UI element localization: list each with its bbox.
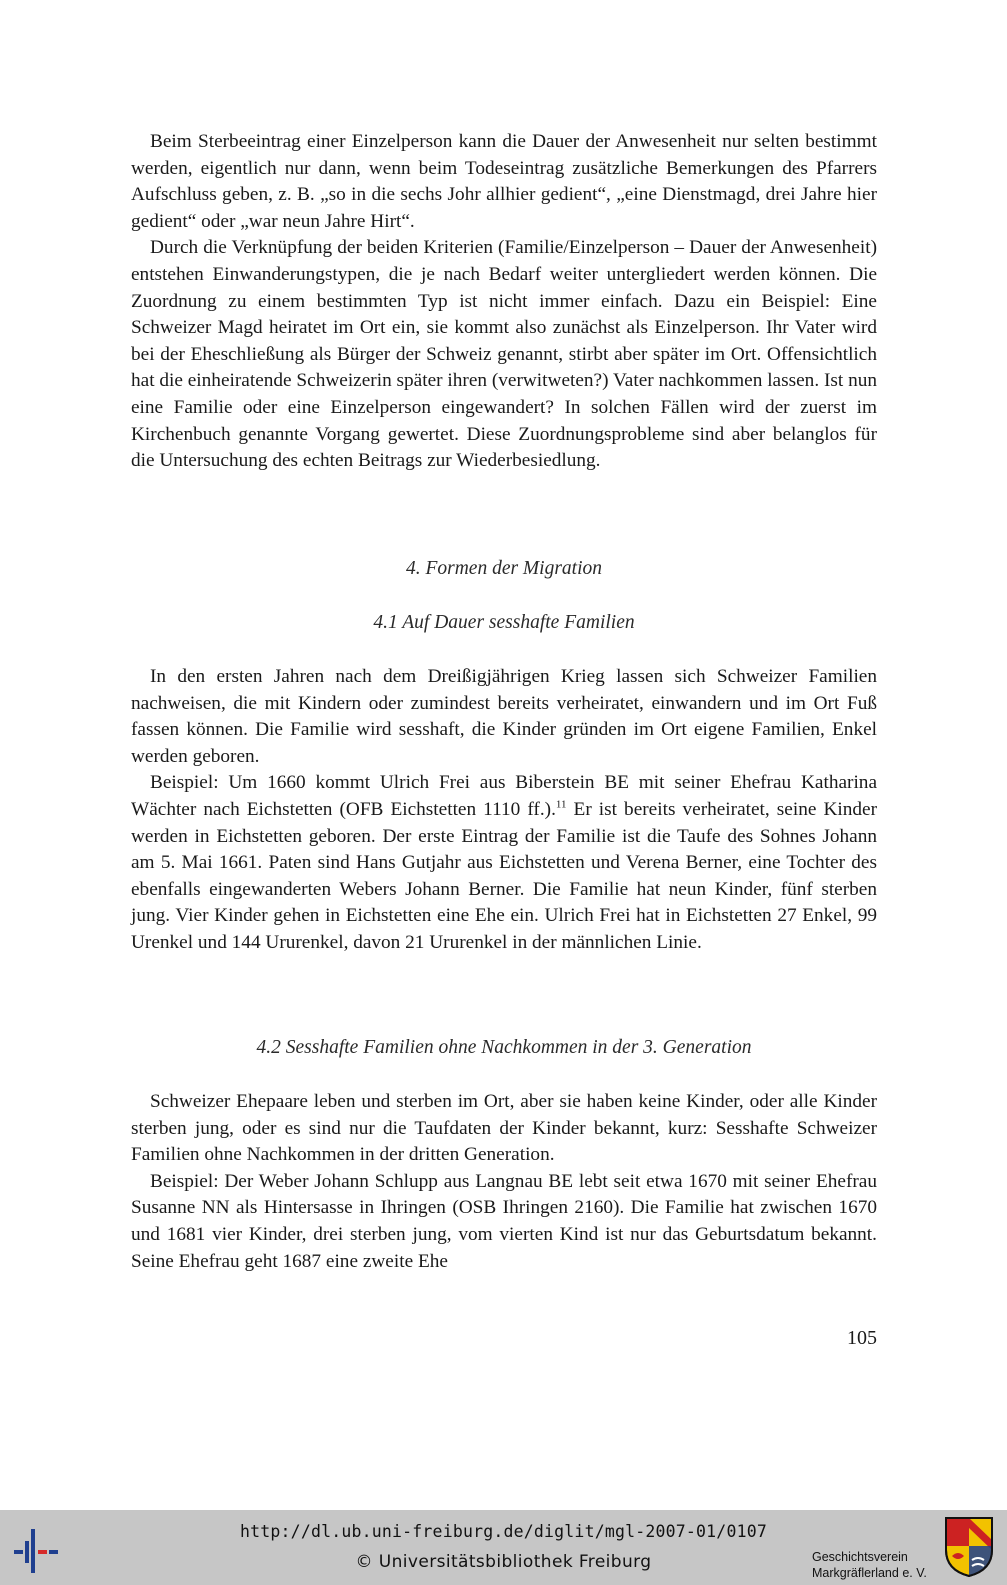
paragraph: Schweizer Ehepaare leben und sterben im Ort, aber sie haben keine Kinder, oder alle Kinder sterben jung, oder es sind nur die Taufdaten der Kinder bekannt, kurz: Sesshafte Schweizer Familien ohne Nachkommen in der dritten Generation.	[131, 1091, 877, 1166]
footer-bar	[0, 1510, 1007, 1585]
paragraph	[131, 770, 877, 956]
page-number: 105	[847, 1327, 877, 1349]
section-4-1-text	[131, 664, 877, 957]
coat-of-arms-icon	[944, 1516, 994, 1578]
section-4-2-text	[131, 1089, 877, 1275]
paragraph: In den ersten Jahren nach dem Dreißigjährigen Krieg lassen sich Schweizer Familien nachweisen, die mit Kindern oder zumindest bereits verheiratet, einwandern und im Ort Fuß fassen können. Die Familie wird sesshaft, die Kinder gründen im Ort eigene Familien, Enkel werden geboren.	[131, 666, 877, 767]
section-heading-4-2: 4.2 Sesshafte Familien ohne Nachkommen in der 3. Generation	[256, 1037, 752, 1058]
intro-text	[131, 129, 877, 475]
society-name-line: Geschichtsverein	[812, 1550, 908, 1564]
document-url-link[interactable]: http://dl.ub.uni-freiburg.de/diglit/mgl-2007-01/0107	[240, 1522, 767, 1541]
paragraph: Beim Sterbeeintrag einer Einzelperson kann die Dauer der Anwesenheit nur selten bestimmt werden, eigentlich nur dann, wenn beim Todeseintrag zusätzliche Bemerkungen des Pfarrers Aufschluss geben, z. B. „so in die sechs Johr allhier gedient“, „eine Dienstmagd, drei Jahre hier gedient“ oder „war neun Jahre Hirt“.	[131, 131, 877, 232]
paragraph: Beispiel: Der Weber Johann Schlupp aus Langnau BE lebt seit etwa 1670 mit seiner Ehefrau Susanne NN als Hintersasse in Ihringen (OSB Ihringen 2160). Die Familie hat zwischen 1670 und 1681 vier Kinder, drei sterben jung, vom vierten Kind ist nur das Geburtsdatum bekannt. Seine Ehefrau geht 1687 eine zweite Ehe	[131, 1170, 877, 1272]
copyright-notice: © Universitätsbibliothek Freiburg	[355, 1552, 652, 1572]
paragraph-text: Beispiel: Um 1660 kommt Ulrich Frei aus Biberstein BE mit seiner Ehefrau Katharina Wächter nach Eichstetten (OFB Eichstetten 1110 ff.).	[131, 772, 877, 820]
society-name	[812, 1549, 942, 1581]
paragraph-text: Er ist bereits verheiratet, seine Kinder werden in Eichstetten geboren. Der erste Eintrag der Familie ist die Taufe des Sohnes Johann am 5. Mai 1661. Paten sind Hans Gutjahr aus Eichstetten und Verena Berner, eine Tochter des ebenfalls eingewanderten Webers Johann Berner. Die Familie hat neun Kinder, fünf sterben jung. Vier Kinder gehen in Eichstetten eine Ehe ein. Ulrich Frei hat in Eichstetten 27 Enkel, 99 Urenkel und 144 Ururenkel, davon 21 Ururenkel in der männlichen Linie.	[131, 798, 877, 953]
paragraph: Durch die Verknüpfung der beiden Kriterien (Familie/Einzelperson – Dauer der Anwesenheit) entstehen Einwanderungstypen, die je nach Bedarf weiter untergliedert werden können. Die Zuordnung zu einem bestimmten Typ ist nicht immer einfach. Dazu ein Beispiel: Eine Schweizer Magd heiratet im Ort ein, sie kommt also zunächst als Einzelperson. Ihr Vater wird bei der Eheschließung als Bürger der Schweiz genannt, stirbt aber später im Ort. Offensichtlich hat die einheiratende Schweizerin später ihren (verwitweten?) Vater nachkommen lassen. Ist nun eine Familie oder eine Einzelperson eingewandert? In solchen Fällen wird der zuerst im Kirchenbuch genannte Vorgang gewertet. Diese Zuordnungsprobleme sind aber belanglos für die Untersuchung des echten Beitrags zur Wiederbesiedlung.	[131, 237, 877, 472]
section-heading-4-1: 4.1 Auf Dauer sesshafte Familien	[373, 612, 635, 633]
section-heading-4: 4. Formen der Migration	[405, 558, 603, 579]
footnote-reference: 11	[555, 798, 567, 811]
society-name-line: Markgräflerland e. V.	[812, 1566, 927, 1580]
